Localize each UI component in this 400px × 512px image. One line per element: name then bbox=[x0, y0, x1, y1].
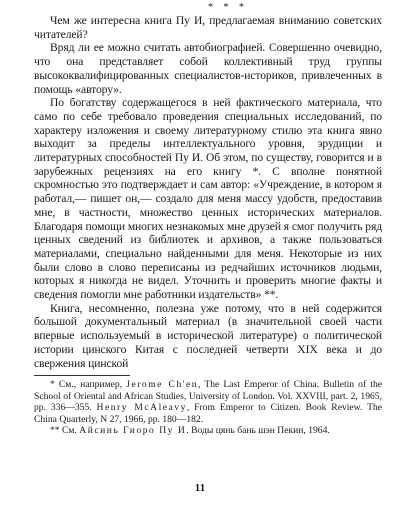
section-separator: * * * bbox=[208, 2, 248, 13]
footnote-2 bbox=[34, 425, 382, 436]
footnote-1-lead: * См., например, bbox=[50, 379, 127, 391]
footnote-1-source-2: , From Emperor to Citizen. Book Review. The China Quarterly, N 27, 1966, pp. 180—182. bbox=[34, 402, 382, 425]
footnote-2-lead: ** См. bbox=[50, 424, 80, 436]
footnote-1-author-1: Jerome Ch'en bbox=[126, 379, 199, 391]
paragraph-3: По богатству содержащегося в ней фактического материала, что само по себе требовало проведения специальных исследований, по характеру изложения и своему литературному стилю эта книга явно выходит за пределы интеллектуального уровня, эрудиции и литературных способностей Пу И. Об этом, по существу, говорится и в зарубежных рецензиях на его книгу *. С вполне понятной скромностью это подтверждает и сам автор: «Учреждение, в котором я работал,— пишет он,— создало для меня массу удобств, предоставив мне, в частности, множество ценных исторических материалов. Благодаря помощи многих незнакомых мне друзей я смог получить ряд ценных сведений из библиотек и архивов, а также пользоваться материалами, специально найденными для меня. Некоторые из них были слово в слово переписаны из редчайших источников людьми, которых я никогда не видел. Уточнить и проверить многие факты и сведения помогли мне работники издательств» **. bbox=[34, 96, 382, 302]
footnote-divider bbox=[34, 375, 130, 376]
footnote-1-author-2: Henry McAleavy bbox=[96, 402, 187, 414]
page-number: 11 bbox=[194, 482, 206, 494]
footnote-2-source: . Воды цянь бань шэн Пекин, 1964. bbox=[186, 424, 330, 436]
main-text bbox=[34, 14, 382, 370]
footnote-1 bbox=[34, 379, 382, 425]
paragraph-1: Чем же интересна книга Пу И, предлагаемая вниманию советских читателей? bbox=[34, 14, 382, 41]
paragraph-2: Вряд ли ее можно считать автобиографией. Совершенно очевидно, что она представляет собой коллективный труд группы высококвалифицированных специалистов-историков, привлеченных в помощь «автору». bbox=[34, 41, 382, 96]
footnote-1-source-1: , The Last Emperor of China. Bulletin of the School of Oriental and African Studies, University of London. Vol. XXVIII, part. 2, 1965, pp. 336—355. bbox=[34, 379, 382, 414]
paragraph-4: Книга, несомненно, полезна уже потому, что в ней содержится большой документальный материал (в значительной своей части впервые используемый в исторической литературе) о политической истории цинского Китая с последней четверти XIX века и до свержения цинской bbox=[34, 301, 382, 370]
footnotes bbox=[34, 379, 382, 436]
footnote-2-author: Айсинь Гиоро Пу И bbox=[79, 424, 187, 436]
